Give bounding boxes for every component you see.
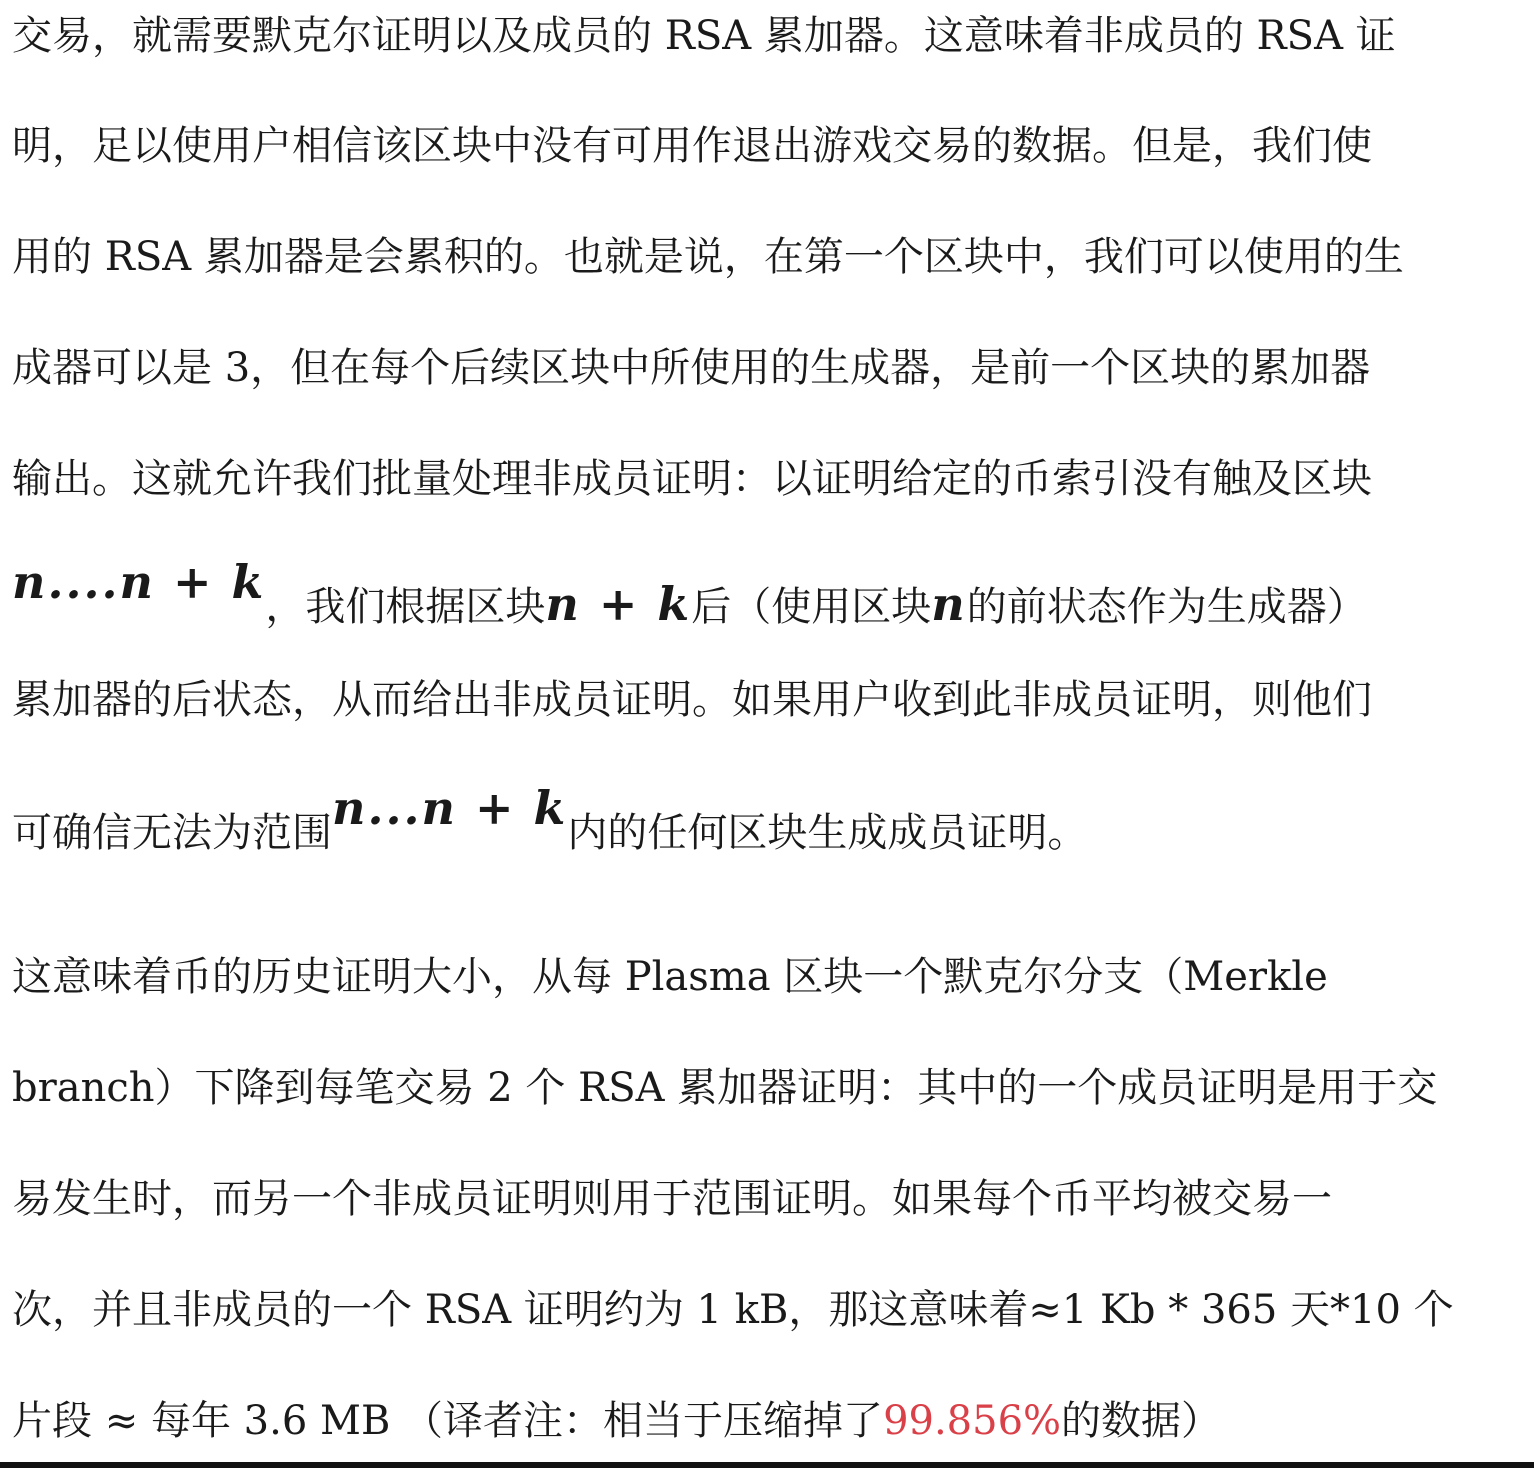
text-line: 明，足以使用户相信该区块中没有可用作退出游戏交易的数据。但是，我们使	[12, 123, 1372, 169]
text-line: 累加器的后状态，从而给出非成员证明。如果用户收到此非成员证明，则他们	[12, 677, 1372, 723]
math-formula: n...n + k	[332, 781, 568, 835]
text-span: 可确信无法为范围	[12, 810, 332, 856]
bottom-border	[0, 1462, 1534, 1468]
text-span: 的前状态作为生成器）	[966, 584, 1367, 630]
text-line-with-math	[12, 555, 1367, 631]
text-span: ，我们根据区块	[265, 584, 546, 630]
text-span: 的数据）	[1061, 1398, 1222, 1444]
text-span: 后（使用区块	[691, 584, 932, 630]
text-line-with-highlight	[12, 1397, 1221, 1445]
math-formula: n	[931, 577, 967, 631]
text-line: 输出。这就允许我们批量处理非成员证明：以证明给定的币索引没有触及区块	[12, 456, 1372, 502]
text-line-with-math	[12, 781, 1088, 857]
highlighted-percentage: 99.856%	[883, 1398, 1062, 1444]
text-span: 内的任何区块生成成员证明。	[567, 810, 1088, 856]
math-formula: n + k	[545, 577, 692, 631]
text-line: 成器可以是 3，但在每个后续区块中所使用的生成器，是前一个区块的累加器	[12, 345, 1371, 391]
text-line: 次，并且非成员的一个 RSA 证明约为 1 kB，那这意味着≈1 Kb * 365 天*10 个	[12, 1287, 1454, 1333]
math-formula: n....n + k	[12, 555, 266, 609]
text-line: 交易，就需要默克尔证明以及成员的 RSA 累加器。这意味着非成员的 RSA 证	[12, 13, 1396, 59]
text-line: 这意味着币的历史证明大小，从每 Plasma 区块一个默克尔分支（Merkle	[12, 954, 1328, 1000]
text-line: branch）下降到每笔交易 2 个 RSA 累加器证明：其中的一个成员证明是用于交	[12, 1065, 1438, 1111]
text-line: 易发生时，而另一个非成员证明则用于范围证明。如果每个币平均被交易一	[12, 1176, 1332, 1222]
text-span: 片段 ≈ 每年 3.6 MB （译者注：相当于压缩掉了	[12, 1398, 884, 1444]
text-line: 用的 RSA 累加器是会累积的。也就是说，在第一个区块中，我们可以使用的生	[12, 234, 1404, 280]
